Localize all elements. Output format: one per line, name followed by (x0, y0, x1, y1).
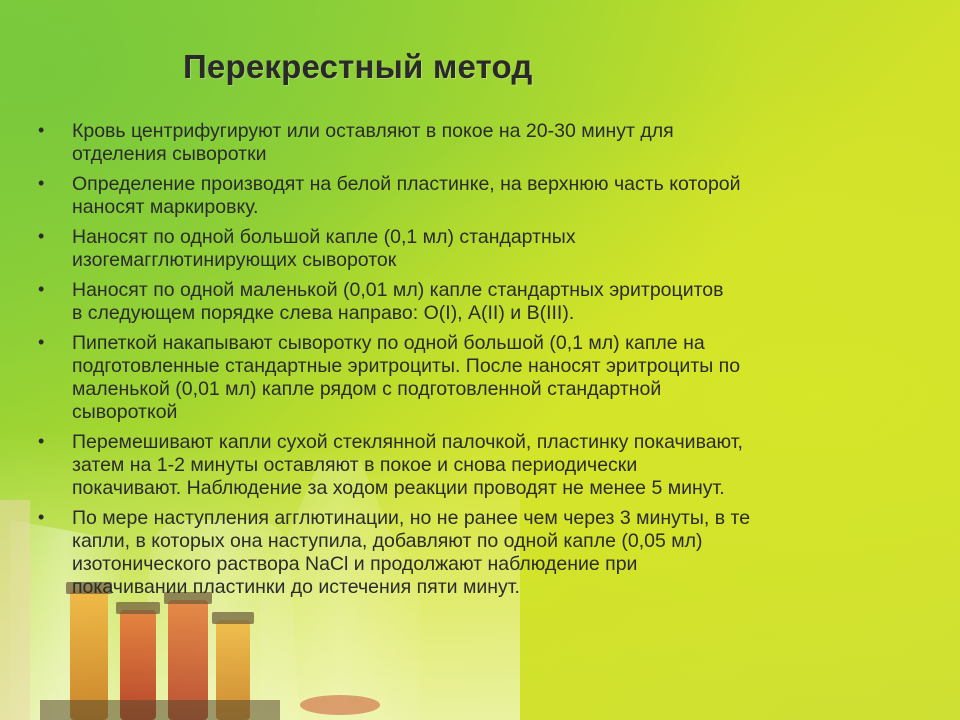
bullet-text: Определение производят на белой пластинке, на верхнюю часть которой наносят маркировку. (72, 173, 741, 218)
bullet-item (36, 431, 936, 500)
bullet-text: Пипеткой накапывают сыворотку по одной большой (0,1 мл) капле на подготовленные стандартные эритроциты. После наносят эритроциты по маленькой (0,01 мл) капле рядом с подготовленной стандартной сывороткой (72, 332, 741, 423)
bullet-text: По мере наступления агглютинации, но не ранее чем через 3 минуты, в те капли, в которых она наступила, добавляют по одной капле (0,05 мл) изотонического раствора NaCl и продолжают наблюдение при покачивании пластинки до истечения пяти минут. (72, 507, 751, 598)
bullet-text: Наносят по одной маленькой (0,01 мл) капле стандартных эритроцитов в следующем порядке слева направо: О(I), А(II) и В(III). (72, 279, 724, 324)
bullet-item (36, 279, 936, 325)
bullet-item (36, 332, 936, 424)
bullet-icon: • (38, 507, 45, 527)
bullet-icon: • (38, 120, 45, 140)
bullet-item (36, 120, 936, 166)
bullet-text: Наносят по одной большой капле (0,1 мл) стандартных изогемагглютинирующих сывороток (72, 226, 576, 271)
bullet-icon: • (38, 332, 45, 352)
bullet-icon: • (38, 173, 45, 193)
bullet-list (36, 120, 936, 606)
bullet-item (36, 507, 936, 599)
bullet-icon: • (38, 431, 45, 451)
bullet-item (36, 226, 936, 272)
bullet-text: Кровь центрифугируют или оставляют в покое на 20-30 минут для отделения сыворотки (72, 120, 674, 165)
bullet-text: Перемешивают капли сухой стеклянной палочкой, пластинку покачивают, затем на 1-2 минуты оставляют в покое и снова периодически покачивают. Наблюдение за ходом реакции проводят не менее 5 минут. (72, 431, 743, 499)
bullet-icon: • (38, 226, 45, 246)
bullet-icon: • (38, 279, 45, 299)
bullet-item (36, 173, 936, 219)
slide-title: Перекрестный метод (183, 48, 533, 85)
